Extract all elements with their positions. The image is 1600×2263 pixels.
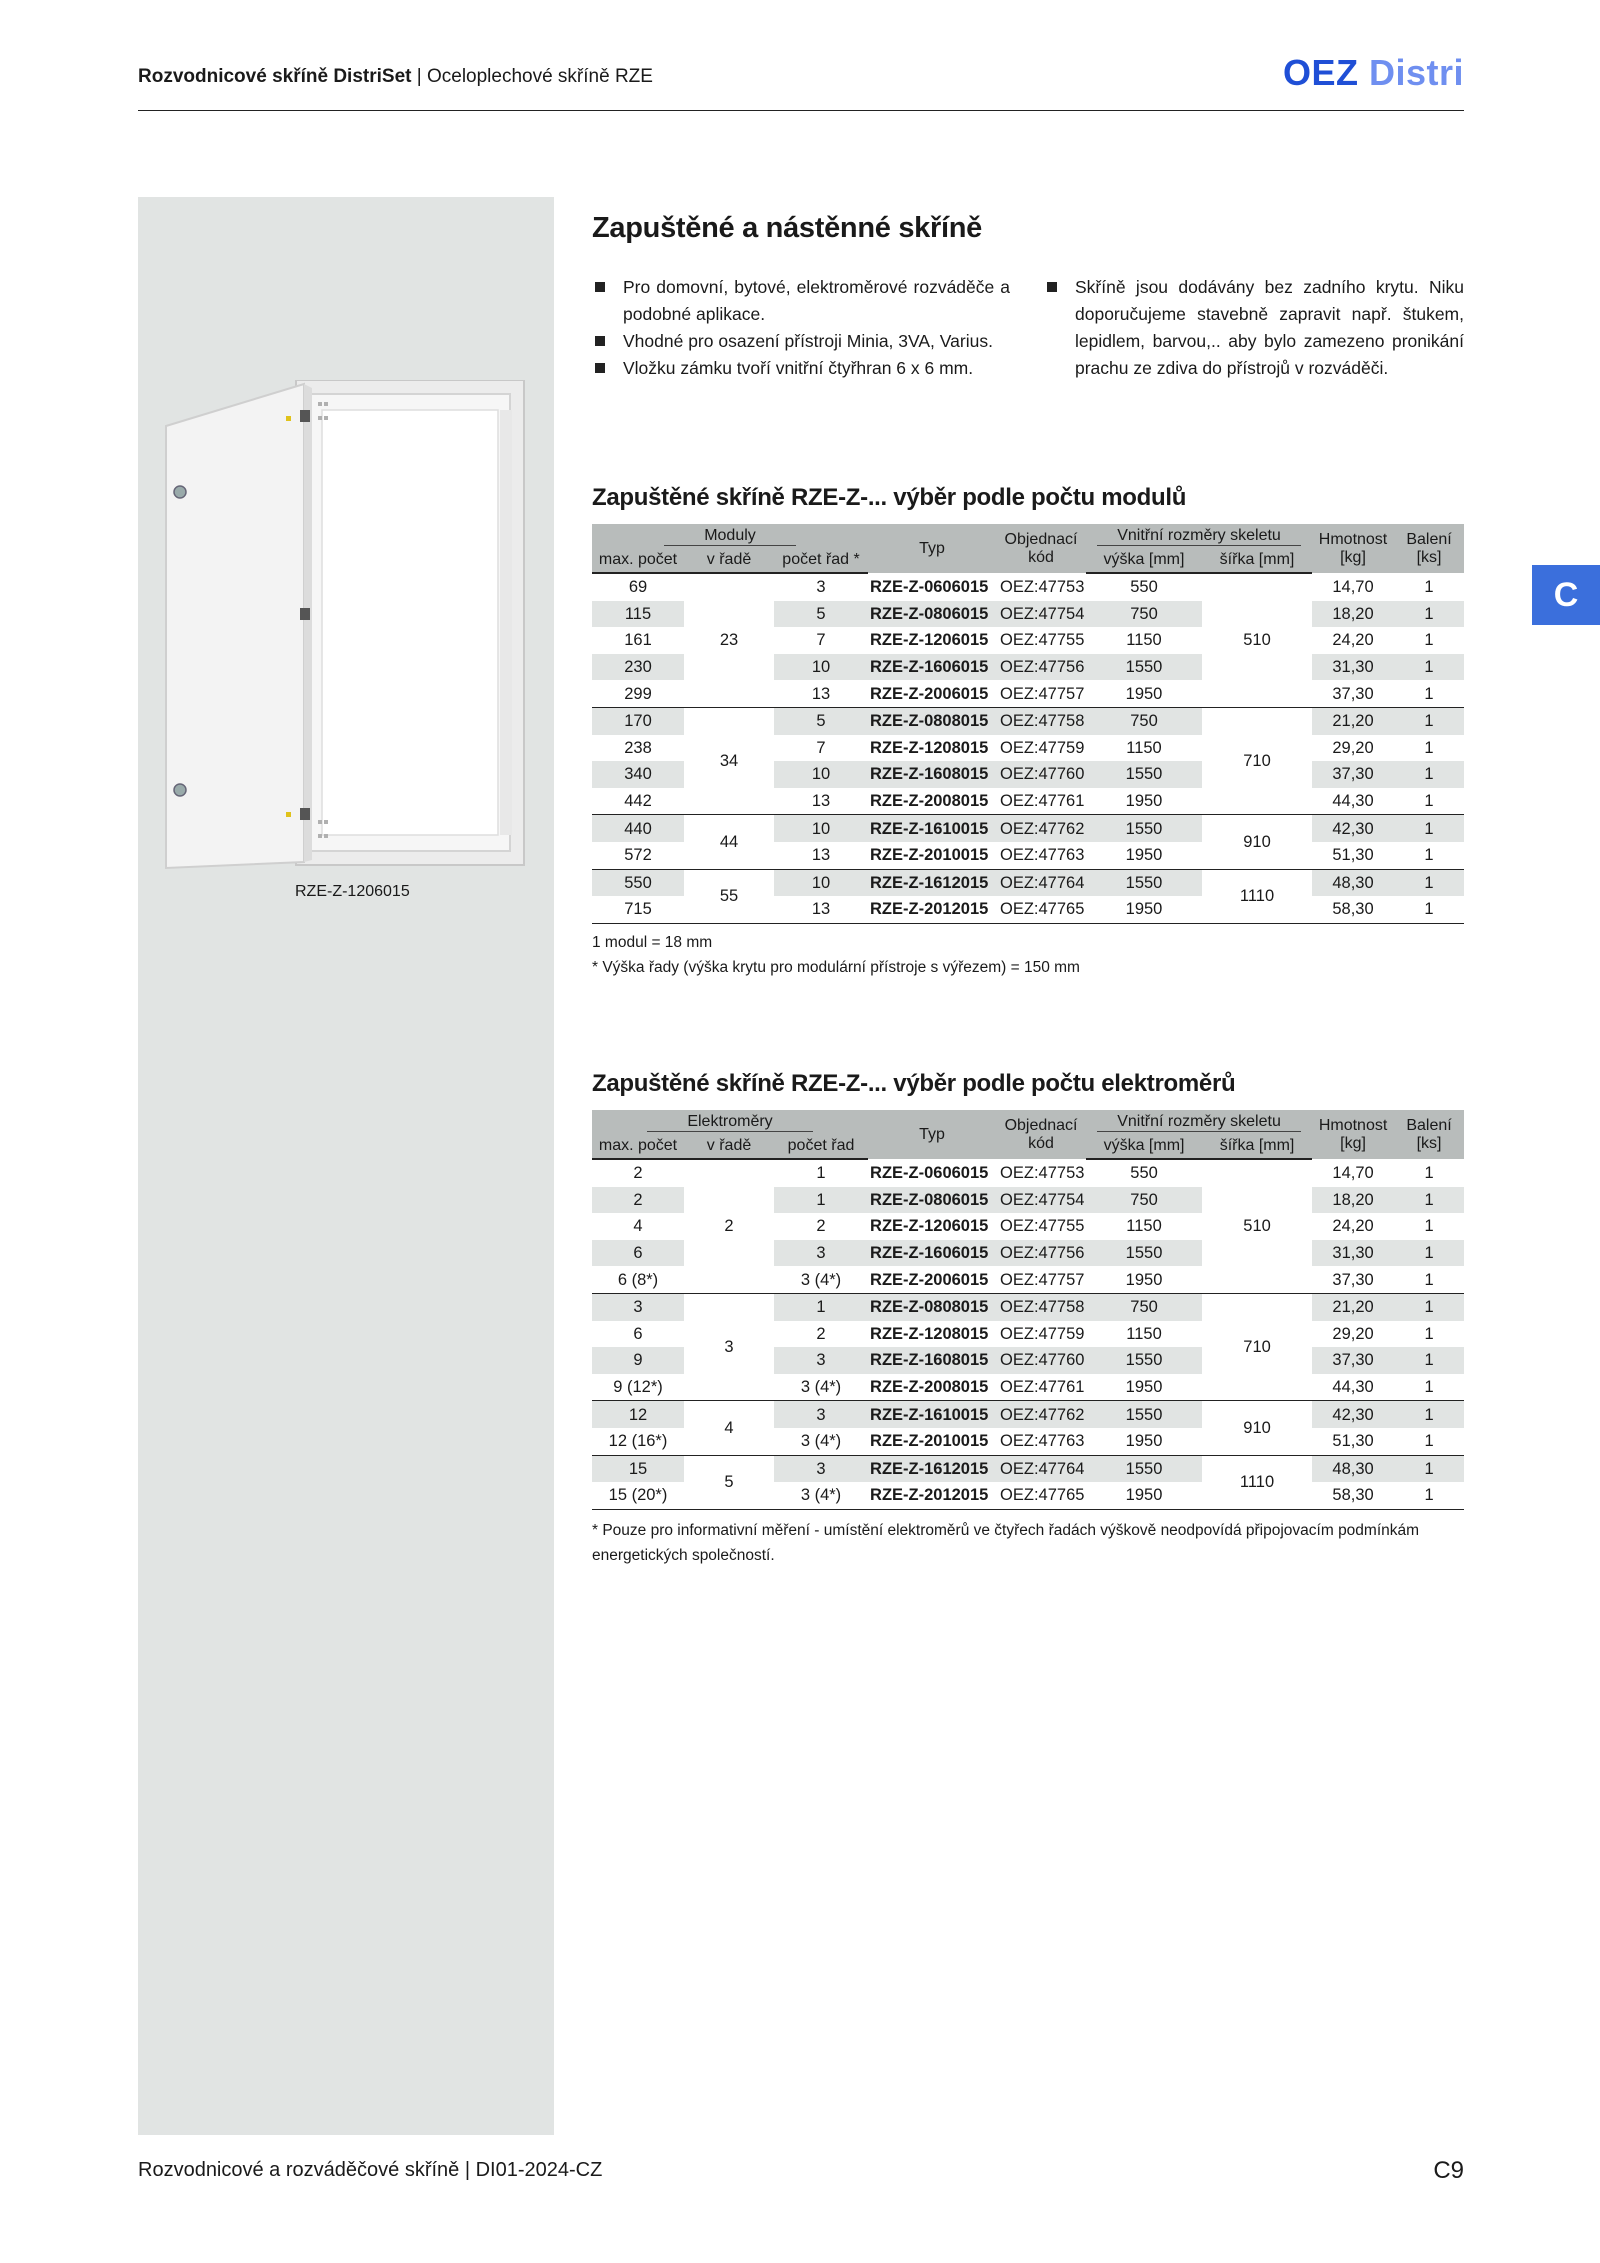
- breadcrumb-subsection: Oceloplechové skříně RZE: [426, 66, 653, 87]
- cell-pocet-rad: 10: [774, 869, 868, 896]
- main-content: [592, 212, 1464, 1564]
- cell-vyska: 1950: [1086, 1374, 1202, 1401]
- cell-objednaci-kod: OEZ:47755: [1000, 1217, 1085, 1236]
- cell-max-pocet: 442: [592, 788, 684, 815]
- cell-vyska: 1550: [1086, 815, 1202, 842]
- cell-vyska: 1550: [1086, 1240, 1202, 1267]
- cell-typ: RZE-Z-2008015: [868, 788, 996, 815]
- cell-max-pocet: 3: [592, 1293, 684, 1320]
- cell-objednaci-kod: OEZ:47760: [996, 1347, 1086, 1374]
- cell-typ: RZE-Z-1612015: [868, 1455, 996, 1482]
- cell-objednaci-kod: OEZ:47758: [996, 707, 1086, 734]
- table1-note-row-height: * Výška řady (výška krytu pro modulární přístroje s výřezem) = 150 mm: [592, 959, 1080, 976]
- breadcrumb: [138, 66, 653, 88]
- cell-max-pocet: 9 (12*): [592, 1374, 684, 1401]
- cell-baleni: 1: [1424, 631, 1434, 650]
- cell-baleni: 1: [1394, 896, 1464, 923]
- cell-v-rade: 55: [684, 869, 774, 923]
- cell-max-pocet: 6: [633, 1324, 643, 1343]
- cell-typ: RZE-Z-1208015: [870, 1324, 989, 1343]
- cell-max-pocet: 69: [628, 578, 648, 597]
- bullet-item: Pro domovní, bytové, elektroměrové rozváděče a podobné aplikace.: [592, 274, 1010, 328]
- cell-baleni: 1: [1394, 869, 1464, 896]
- header-hmotnost: Hmotnost [kg]: [1312, 524, 1394, 573]
- table-row: [592, 707, 1464, 734]
- cell-max-pocet: 6: [592, 1240, 684, 1267]
- cell-pocet-rad: 2: [816, 1324, 826, 1343]
- cell-typ: RZE-Z-1610015: [868, 815, 996, 842]
- cell-baleni: 1: [1394, 1240, 1464, 1267]
- logo-distri: Distri: [1368, 52, 1464, 93]
- table1-note-module: 1 modul = 18 mm: [592, 934, 713, 951]
- table-row: [592, 869, 1464, 896]
- cell-baleni: 1: [1394, 1428, 1464, 1455]
- cell-typ: RZE-Z-1608015: [868, 1347, 996, 1374]
- cell-hmotnost: 21,20: [1312, 707, 1394, 734]
- cell-max-pocet: 230: [592, 654, 684, 681]
- cell-typ: RZE-Z-1206015: [870, 631, 989, 650]
- cell-baleni: 1: [1424, 1324, 1434, 1343]
- cell-typ: RZE-Z-0806015: [868, 601, 996, 628]
- cell-hmotnost: 58,30: [1312, 896, 1394, 923]
- cell-max-pocet: 161: [624, 631, 652, 650]
- cell-pocet-rad: 2: [816, 1217, 826, 1236]
- cell-vyska: 1150: [1126, 1217, 1162, 1236]
- cell-objednaci-kod: OEZ:47756: [996, 654, 1086, 681]
- cell-hmotnost: 44,30: [1312, 788, 1394, 815]
- cell-typ: RZE-Z-0808015: [868, 1293, 996, 1320]
- cell-v-rade: 4: [684, 1401, 774, 1455]
- cell-typ: RZE-Z-2010015: [868, 842, 996, 869]
- cell-hmotnost: 24,20: [1332, 631, 1374, 650]
- header-max-pocet: max. počet: [592, 1134, 684, 1159]
- cell-vyska: 1550: [1086, 654, 1202, 681]
- cell-hmotnost: 48,30: [1312, 869, 1394, 896]
- cell-typ: RZE-Z-2006015: [868, 1266, 996, 1293]
- cell-pocet-rad: 5: [774, 707, 868, 734]
- cell-pocet-rad: 13: [774, 842, 868, 869]
- cell-sirka: 710: [1202, 1293, 1312, 1400]
- cell-vyska: 1550: [1086, 1401, 1202, 1428]
- cell-sirka: 1110: [1202, 1455, 1312, 1509]
- product-image-caption: RZE-Z-1206015: [295, 883, 410, 900]
- cell-baleni: 1: [1394, 1455, 1464, 1482]
- cell-baleni: 1: [1394, 1401, 1464, 1428]
- cell-typ: RZE-Z-1208015: [870, 738, 989, 757]
- cell-typ: RZE-Z-1606015: [868, 1240, 996, 1267]
- cell-max-pocet: 12: [592, 1401, 684, 1428]
- header-sirka: šířka [mm]: [1202, 548, 1312, 573]
- cell-typ: RZE-Z-1608015: [868, 761, 996, 788]
- cell-max-pocet: 9: [592, 1347, 684, 1374]
- cell-pocet-rad: 13: [774, 788, 868, 815]
- cell-hmotnost: 48,30: [1312, 1455, 1394, 1482]
- table2-title: Zapuštěné skříně RZE-Z-... výběr podle počtu elektroměrů: [592, 1070, 1236, 1097]
- cell-pocet-rad: 3: [774, 1401, 868, 1428]
- cell-objednaci-kod: OEZ:47763: [996, 1428, 1086, 1455]
- cell-vyska: 1150: [1126, 738, 1162, 757]
- modules-table-body: [592, 573, 1464, 923]
- cell-vyska: 1550: [1086, 1347, 1202, 1374]
- cell-hmotnost: 29,20: [1332, 738, 1374, 757]
- cell-baleni: 1: [1394, 761, 1464, 788]
- cell-typ: RZE-Z-0606015: [870, 577, 989, 596]
- cell-typ: RZE-Z-1206015: [870, 1217, 989, 1236]
- header-typ: Typ: [868, 1110, 996, 1159]
- cell-hmotnost: 14,70: [1332, 577, 1374, 596]
- cell-typ: RZE-Z-2008015: [868, 1374, 996, 1401]
- cell-v-rade: 3: [684, 1293, 774, 1400]
- cell-typ: RZE-Z-0606015: [870, 1163, 989, 1182]
- cell-baleni: 1: [1394, 680, 1464, 707]
- cell-vyska: 750: [1086, 1293, 1202, 1320]
- cell-hmotnost: 37,30: [1312, 1266, 1394, 1293]
- cell-vyska: 1950: [1086, 788, 1202, 815]
- cell-vyska: 1550: [1086, 761, 1202, 788]
- cell-typ: RZE-Z-2010015: [868, 1428, 996, 1455]
- meters-table-body: [592, 1159, 1464, 1509]
- bullet-item: Skříně jsou dodávány bez zadního krytu. Niku doporučujeme stavebně zapravit např. štukem, lepidlem, barvou,.. aby bylo zamezeno pronikání prachu ze zdiva do přístrojů v rozváděči.: [1044, 274, 1464, 382]
- cell-baleni: 1: [1424, 1163, 1434, 1182]
- cell-v-rade: 2: [684, 1159, 774, 1293]
- header-group-rozmery: Vnitřní rozměry skeletu: [1086, 524, 1312, 548]
- cell-hmotnost: 42,30: [1312, 815, 1394, 842]
- header-group-rozmery: Vnitřní rozměry skeletu: [1086, 1110, 1312, 1134]
- cell-v-rade: 34: [684, 707, 774, 814]
- header-sirka: šířka [mm]: [1202, 1134, 1312, 1159]
- page-footer: [138, 2145, 1464, 2195]
- footer-text: Rozvodnicové a rozváděčové skříně | DI01-2024-CZ: [138, 2159, 603, 2181]
- cell-pocet-rad: 13: [774, 680, 868, 707]
- cell-pocet-rad: 7: [816, 738, 826, 757]
- table-row: [592, 1455, 1464, 1482]
- cell-baleni: 1: [1394, 1482, 1464, 1509]
- cell-max-pocet: 15: [592, 1455, 684, 1482]
- cell-vyska: 550: [1130, 578, 1158, 597]
- bullets-right: [1044, 274, 1464, 382]
- cell-objednaci-kod: OEZ:47758: [996, 1293, 1086, 1320]
- header-v-rade: v řadě: [684, 1134, 774, 1159]
- cell-max-pocet: 238: [624, 738, 652, 757]
- header-group-elektromery: Elektroměry: [592, 1110, 868, 1134]
- cell-objednaci-kod: OEZ:47759: [1000, 738, 1085, 757]
- cell-sirka: 710: [1202, 707, 1312, 814]
- cell-baleni: 1: [1394, 1187, 1464, 1214]
- cell-baleni: 1: [1394, 1266, 1464, 1293]
- header-pocet-rad: počet řad *: [774, 548, 868, 573]
- cell-baleni: 1: [1394, 707, 1464, 734]
- cell-vyska: 1950: [1086, 680, 1202, 707]
- table2-note: * Pouze pro informativní měření - umístění elektroměrů ve čtyřech řadách výškově neodpovídá připojovacím podmínkám energetických společností.: [592, 1522, 1420, 1564]
- cell-sirka: 510: [1202, 573, 1312, 707]
- header-hmotnost: Hmotnost [kg]: [1312, 1110, 1394, 1159]
- page-header: [138, 52, 1464, 111]
- cell-pocet-rad: 3: [774, 1455, 868, 1482]
- header-vyska: výška [mm]: [1086, 548, 1202, 573]
- cell-vyska: 1950: [1086, 1482, 1202, 1509]
- cell-baleni: 1: [1394, 842, 1464, 869]
- page-number: C9: [1433, 2157, 1464, 2184]
- table-row: [592, 1159, 1464, 1187]
- cell-hmotnost: 21,20: [1312, 1293, 1394, 1320]
- cabinet-illustration: [160, 380, 530, 880]
- cell-max-pocet: 115: [592, 601, 684, 628]
- cell-typ: RZE-Z-0808015: [868, 707, 996, 734]
- cell-baleni: 1: [1424, 1217, 1434, 1236]
- cell-baleni: 1: [1394, 1374, 1464, 1401]
- oez-distri-logo: [1283, 52, 1464, 94]
- cell-baleni: 1: [1394, 1293, 1464, 1320]
- header-group-moduly: Moduly: [592, 524, 868, 548]
- cell-vyska: 1150: [1126, 1324, 1162, 1343]
- cell-typ: RZE-Z-2012015: [868, 896, 996, 923]
- cell-vyska: 1950: [1086, 1428, 1202, 1455]
- header-baleni: Balení [ks]: [1394, 1110, 1464, 1159]
- cell-max-pocet: 299: [592, 680, 684, 707]
- cell-objednaci-kod: OEZ:47757: [996, 680, 1086, 707]
- cell-baleni: 1: [1394, 815, 1464, 842]
- bullets-left: [592, 274, 1010, 382]
- cell-pocet-rad: 1: [774, 1293, 868, 1320]
- cell-objednaci-kod: OEZ:47756: [996, 1240, 1086, 1267]
- cell-hmotnost: 42,30: [1312, 1401, 1394, 1428]
- cell-baleni: 1: [1394, 788, 1464, 815]
- cell-typ: RZE-Z-2012015: [868, 1482, 996, 1509]
- breadcrumb-section: Rozvodnicové skříně DistriSet: [138, 66, 412, 87]
- cell-pocet-rad: 3 (4*): [774, 1482, 868, 1509]
- cell-pocet-rad: 3: [774, 1240, 868, 1267]
- cell-pocet-rad: 1: [774, 1187, 868, 1214]
- cell-objednaci-kod: OEZ:47765: [996, 896, 1086, 923]
- table-row: [592, 1293, 1464, 1320]
- header-objednaci-kod: Objednací kód: [996, 524, 1086, 573]
- cell-hmotnost: 51,30: [1312, 842, 1394, 869]
- cell-objednaci-kod: OEZ:47761: [996, 788, 1086, 815]
- header-max-pocet: max. počet: [592, 548, 684, 573]
- cell-pocet-rad: 3: [774, 1347, 868, 1374]
- header-vyska: výška [mm]: [1086, 1134, 1202, 1159]
- cell-hmotnost: 44,30: [1312, 1374, 1394, 1401]
- meters-table: [592, 1110, 1464, 1510]
- page-title: Zapuštěné a nástěnné skříně: [592, 212, 982, 244]
- cell-baleni: 1: [1394, 601, 1464, 628]
- header-v-rade: v řadě: [684, 548, 774, 573]
- cell-vyska: 1550: [1086, 869, 1202, 896]
- table-row: [592, 573, 1464, 601]
- cell-typ: RZE-Z-0806015: [868, 1187, 996, 1214]
- cell-vyska: 1950: [1086, 896, 1202, 923]
- bullet-item: Vložku zámku tvoří vnitřní čtyřhran 6 x 6 mm.: [592, 355, 1010, 382]
- cell-objednaci-kod: OEZ:47757: [996, 1266, 1086, 1293]
- cell-max-pocet: 715: [592, 896, 684, 923]
- cell-objednaci-kod: OEZ:47765: [996, 1482, 1086, 1509]
- cell-sirka: 910: [1202, 815, 1312, 869]
- cell-objednaci-kod: OEZ:47764: [996, 869, 1086, 896]
- cell-hmotnost: 37,30: [1312, 1347, 1394, 1374]
- cell-pocet-rad: 3 (4*): [774, 1428, 868, 1455]
- header-baleni: Balení [ks]: [1394, 524, 1464, 573]
- cell-vyska: 1950: [1086, 1266, 1202, 1293]
- cell-hmotnost: 18,20: [1312, 601, 1394, 628]
- cell-v-rade: 5: [684, 1455, 774, 1509]
- cell-pocet-rad: 10: [774, 761, 868, 788]
- cell-objednaci-kod: OEZ:47759: [1000, 1324, 1085, 1343]
- cell-max-pocet: 170: [592, 707, 684, 734]
- header-pocet-rad: počet řad: [774, 1134, 868, 1159]
- cell-objednaci-kod: OEZ:47753: [1000, 577, 1085, 596]
- cell-hmotnost: 24,20: [1332, 1217, 1374, 1236]
- cell-sirka: 1110: [1202, 869, 1312, 923]
- cell-max-pocet: 2: [633, 1164, 643, 1183]
- chapter-tab: C: [1532, 565, 1600, 625]
- cell-pocet-rad: 3 (4*): [774, 1374, 868, 1401]
- cell-objednaci-kod: OEZ:47762: [996, 815, 1086, 842]
- cell-pocet-rad: 1: [816, 1164, 826, 1183]
- cell-vyska: 1150: [1126, 631, 1162, 650]
- cell-typ: RZE-Z-1610015: [868, 1401, 996, 1428]
- cell-vyska: 550: [1130, 1164, 1158, 1183]
- cell-baleni: 1: [1394, 654, 1464, 681]
- cell-sirka: 910: [1202, 1401, 1312, 1455]
- cell-max-pocet: 6 (8*): [592, 1266, 684, 1293]
- table1-title: Zapuštěné skříně RZE-Z-... výběr podle počtu modulů: [592, 484, 1187, 511]
- cell-objednaci-kod: OEZ:47755: [1000, 631, 1085, 650]
- cell-vyska: 750: [1086, 707, 1202, 734]
- header-objednaci-kod: Objednací kód: [996, 1110, 1086, 1159]
- cell-objednaci-kod: OEZ:47753: [1000, 1163, 1085, 1182]
- cell-objednaci-kod: OEZ:47764: [996, 1455, 1086, 1482]
- cell-pocet-rad: 13: [774, 896, 868, 923]
- cell-pocet-rad: 5: [774, 601, 868, 628]
- cell-objednaci-kod: OEZ:47760: [996, 761, 1086, 788]
- breadcrumb-separator: |: [416, 66, 422, 87]
- cell-hmotnost: 18,20: [1312, 1187, 1394, 1214]
- cell-max-pocet: 2: [592, 1187, 684, 1214]
- cell-baleni: 1: [1424, 738, 1434, 757]
- cell-objednaci-kod: OEZ:47754: [996, 1187, 1086, 1214]
- cell-v-rade: 44: [684, 815, 774, 869]
- header-typ: Typ: [868, 524, 996, 573]
- cell-hmotnost: 14,70: [1332, 1163, 1374, 1182]
- cell-objednaci-kod: OEZ:47762: [996, 1401, 1086, 1428]
- cell-baleni: 1: [1424, 577, 1434, 596]
- cell-max-pocet: 440: [592, 815, 684, 842]
- cell-vyska: 750: [1086, 601, 1202, 628]
- cell-hmotnost: 58,30: [1312, 1482, 1394, 1509]
- cell-hmotnost: 37,30: [1312, 761, 1394, 788]
- cell-hmotnost: 37,30: [1312, 680, 1394, 707]
- cell-typ: RZE-Z-2006015: [868, 680, 996, 707]
- cell-pocet-rad: 10: [774, 815, 868, 842]
- cell-max-pocet: 572: [592, 842, 684, 869]
- cell-objednaci-kod: OEZ:47754: [996, 601, 1086, 628]
- cell-hmotnost: 51,30: [1312, 1428, 1394, 1455]
- cell-pocet-rad: 7: [816, 631, 826, 650]
- cell-hmotnost: 31,30: [1312, 654, 1394, 681]
- cell-baleni: 1: [1394, 1347, 1464, 1374]
- logo-oez: OEZ: [1282, 52, 1359, 93]
- modules-table: [592, 524, 1464, 924]
- table-row: [592, 815, 1464, 842]
- cell-max-pocet: 550: [592, 869, 684, 896]
- cell-objednaci-kod: OEZ:47761: [996, 1374, 1086, 1401]
- cell-pocet-rad: 10: [774, 654, 868, 681]
- cell-hmotnost: 29,20: [1332, 1324, 1374, 1343]
- cell-objednaci-kod: OEZ:47763: [996, 842, 1086, 869]
- cell-sirka: 510: [1202, 1159, 1312, 1293]
- cell-pocet-rad: 3 (4*): [774, 1266, 868, 1293]
- cell-vyska: 750: [1086, 1187, 1202, 1214]
- cell-max-pocet: 12 (16*): [592, 1428, 684, 1455]
- table-row: [592, 1401, 1464, 1428]
- bullet-item: Vhodné pro osazení přístroji Minia, 3VA, Varius.: [592, 328, 1010, 355]
- cell-typ: RZE-Z-1606015: [868, 654, 996, 681]
- cell-max-pocet: 4: [633, 1217, 643, 1236]
- cell-vyska: 1950: [1086, 842, 1202, 869]
- cell-max-pocet: 340: [592, 761, 684, 788]
- cell-vyska: 1550: [1086, 1455, 1202, 1482]
- cell-hmotnost: 31,30: [1312, 1240, 1394, 1267]
- cell-v-rade: 23: [684, 573, 774, 707]
- cell-max-pocet: 15 (20*): [592, 1482, 684, 1509]
- cell-pocet-rad: 3: [816, 578, 826, 597]
- cell-typ: RZE-Z-1612015: [868, 869, 996, 896]
